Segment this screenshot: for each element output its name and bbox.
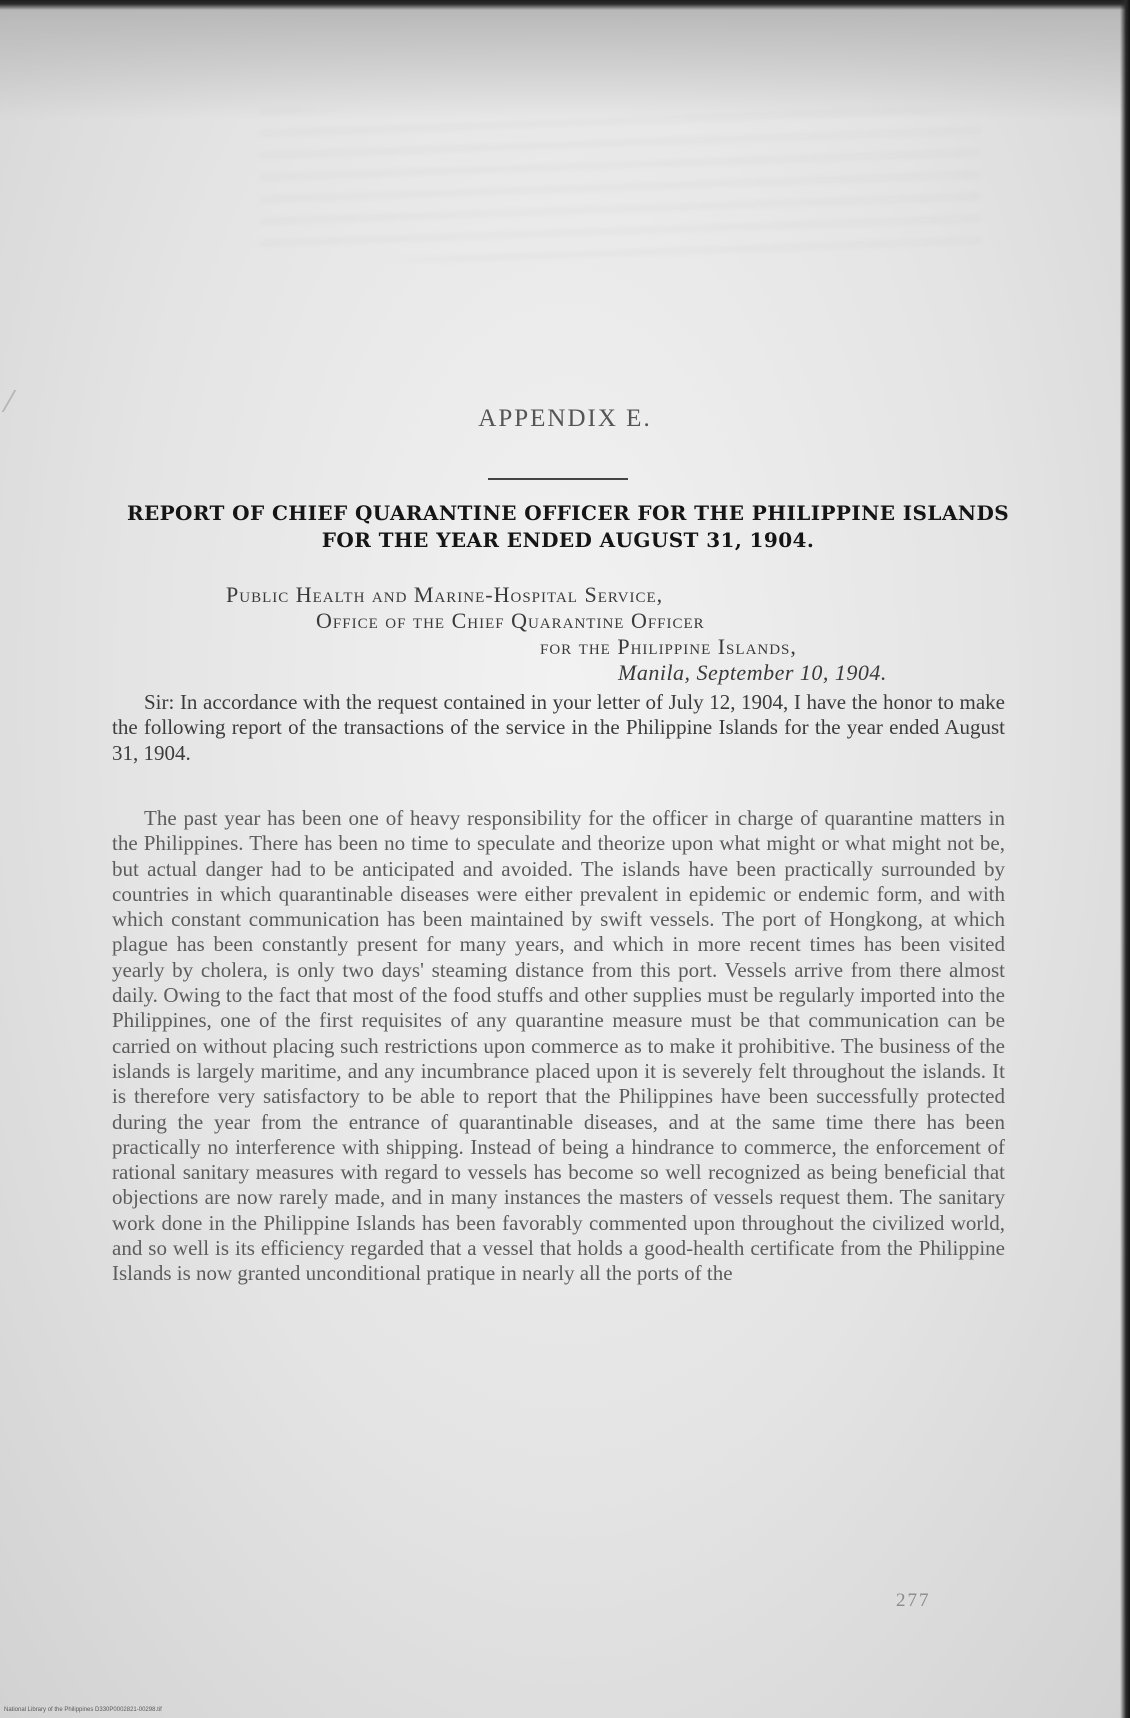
archive-footer: National Library of the Philippines D330P0002821-00298.tif	[4, 1707, 162, 1713]
bleed-through-text	[260, 110, 980, 260]
appendix-heading: APPENDIX E.	[478, 405, 652, 432]
page-number: 277	[896, 1590, 931, 1611]
page-edge	[1120, 0, 1130, 1718]
binding-shadow	[0, 0, 1130, 120]
address-line-3: for the Philippine Islands,	[540, 634, 797, 659]
salutation-paragraph: Sir: In accordance with the request contained in your letter of July 12, 1904, I have the honor to make the following report of the transactions of the service in the Philippine Islands for the year ended August 31, 1904.	[112, 690, 1005, 765]
report-title: REPORT OF CHIEF QUARANTINE OFFICER FOR THE PHILIPPINE ISLANDS FOR THE YEAR ENDED AUGUST 31, 1904.	[126, 501, 1010, 552]
address-line-2: Office of the Chief Quarantine Officer	[316, 608, 705, 633]
dateline: Manila, September 10, 1904.	[618, 660, 887, 685]
address-line-1: Public Health and Marine-Hospital Service,	[226, 582, 664, 607]
title-rule	[488, 478, 628, 480]
body-paragraph: The past year has been one of heavy responsibility for the officer in charge of quarantine matters in the Philippines. There has been no time to speculate and theorize upon what might or what might not be, but actual danger had to be anticipated and avoided. The islands have been practically surrounded by countries in which quarantinable diseases were either prevalent in epidemic or endemic form, and with which constant communication has been maintained by swift vessels. The port of Hongkong, at which plague has been constantly present for many years, and which in more recent times has been visited yearly by cholera, is only two days' steaming distance from this port. Vessels arrive from there almost daily. Owing to the fact that most of the food stuffs and other supplies must be regularly imported into the Philippines, one of the first requisites of any quarantine measure must be that communication can be carried on without placing such restrictions upon commerce as to make it prohibitive. The business of the islands is largely maritime, and any incumbrance placed upon it is severely felt throughout the islands. It is therefore very satisfactory to be able to report that the Philippines have been successfully protected during the year from the entrance of quarantinable diseases, and at the same time there has been practically no interference with shipping. Instead of being a hindrance to commerce, the enforcement of rational sanitary measures with regard to vessels has become so well recognized as being beneficial that objections are now rarely made, and in many instances the masters of vessels request them. The sanitary work done in the Philippine Islands has been favorably commented upon throughout the civilized world, and so well is its efficiency regarded that a vessel that holds a good-health certificate from the Philippine Islands is now granted unconditional pratique in nearly all the ports of the	[112, 806, 1005, 1286]
